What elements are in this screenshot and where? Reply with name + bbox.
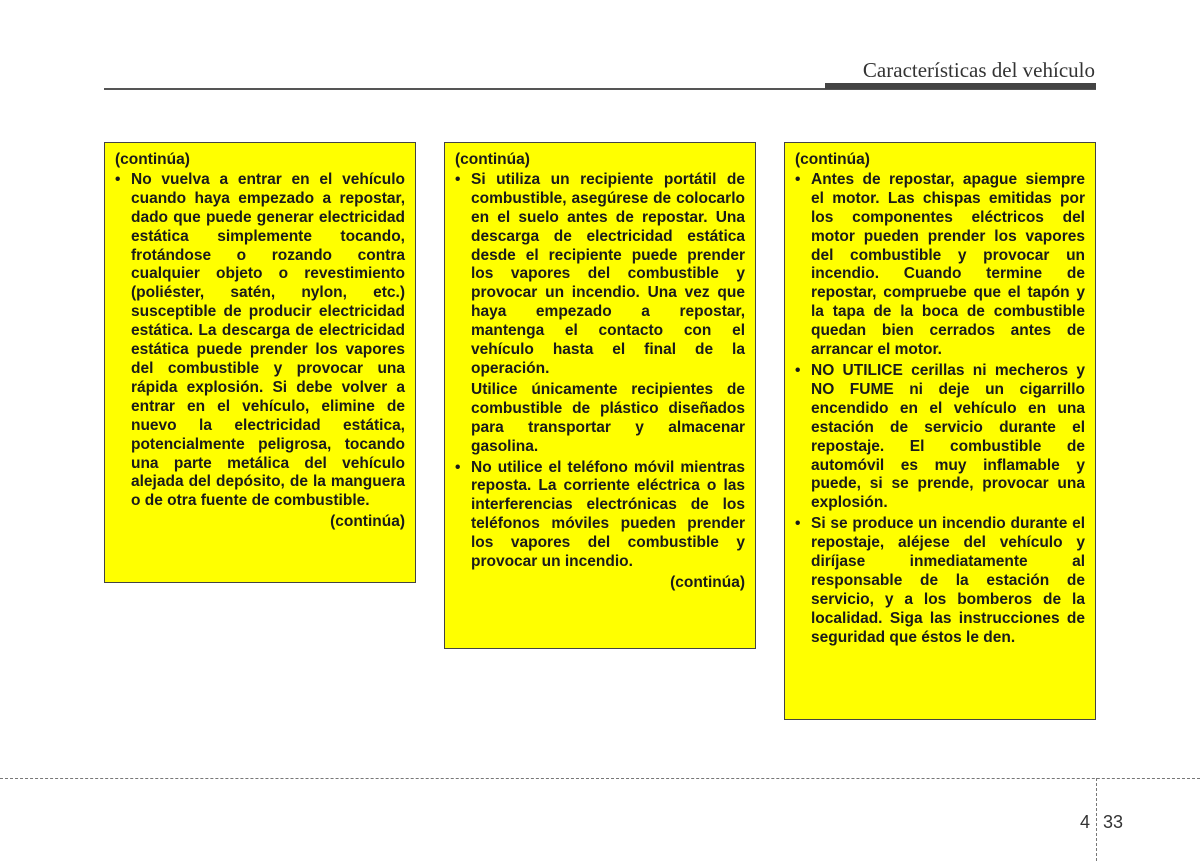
bullet-text: NO UTILICE cerillas ni mecheros y NO FUME ni deje un cigarrillo encendido en el vehículo en una estación de servicio durante el repostaje. El combustible de automóvil es muy inflamable y puede, si se prende, provocar una explosión. xyxy=(811,361,1085,512)
bullet-item xyxy=(115,171,405,511)
warning-box-2 xyxy=(444,142,756,649)
bullet-icon: • xyxy=(455,170,461,188)
page-header-title: Características del vehículo xyxy=(862,58,1095,82)
bullet-text: No utilice el teléfono móvil mientras reposta. La corriente eléctrica o las interferencias electrónicas de los teléfonos móviles pueden prender los vapores del combustible y provocar un incendio. xyxy=(471,458,745,571)
bullet-item xyxy=(455,171,745,457)
bullet-item xyxy=(795,171,1085,360)
page-number: 33 xyxy=(1103,812,1124,832)
warning-box-3 xyxy=(784,142,1096,720)
bullet-text: Utilice únicamente recipientes de combustible de plástico diseñados para transportar y almacenar gasolina. xyxy=(471,380,745,455)
bullet-item xyxy=(455,459,745,572)
bullet-icon: • xyxy=(795,361,801,379)
footer-dashed-rule xyxy=(0,778,1200,779)
warning-box-1 xyxy=(104,142,416,583)
bullet-text: Antes de repostar, apague siempre el motor. Las chispas emitidas por los componentes eléctricos del motor pueden prender los vapores del combustible y provocar un incendio. Cuando termine de repostar, compruebe que el tapón y la tapa de la boca de combustible quedan bien cerrados antes de arrancar el motor. xyxy=(811,170,1085,359)
bullet-icon: • xyxy=(115,170,121,188)
bullet-item xyxy=(795,362,1085,513)
continued-top-label: (continúa) xyxy=(115,151,190,168)
chapter-number: 4 xyxy=(1080,812,1091,832)
bullet-text: Si utiliza un recipiente portátil de combustible, asegúrese de colocarlo en el suelo antes de repostar. Una descarga de electricidad estática desde el recipiente puede prender los vapores del combustible y provocar un incendio. Una vez que haya empezado a repostar, mantenga el contacto con el vehículo hasta el final de la operación. xyxy=(471,170,745,377)
footer-vertical-rule xyxy=(1096,778,1097,861)
header-rule-accent xyxy=(825,83,1096,89)
bullet-text: Si se produce un incendio durante el repostaje, aléjese del vehículo y diríjase inmediatamente al responsable de la estación de servicio, y a los bomberos de la localidad. Siga las instrucciones de seguridad que éstos le den. xyxy=(811,515,1085,646)
continued-bottom-label: (continúa) xyxy=(330,513,405,531)
bullet-icon: • xyxy=(795,515,801,533)
bullet-icon: • xyxy=(455,458,461,476)
bullet-item xyxy=(795,515,1085,647)
continued-top-label: (continúa) xyxy=(455,151,530,168)
bullet-icon: • xyxy=(795,170,801,188)
bullet-text: No vuelva a entrar en el vehículo cuando haya empezado a repostar, dado que puede generar electricidad estática simplemente tocando, frotándose o rozando contra cualquier objeto o revestimiento (poliéster, satén, nylon, etc.) susceptible de producir electricidad estática. La descarga de electricidad estática puede prender los vapores del combustible y provocar una rápida explosión. Si debe volver a entrar en el vehículo, elimine de nuevo la electricidad estática, potencialmente peligrosa, tocando una parte metálica del vehículo alejada del depósito, de la manguera o de otra fuente de combustible. xyxy=(131,170,405,510)
continued-bottom-label: (continúa) xyxy=(670,573,745,591)
continued-top-label: (continúa) xyxy=(795,151,870,168)
